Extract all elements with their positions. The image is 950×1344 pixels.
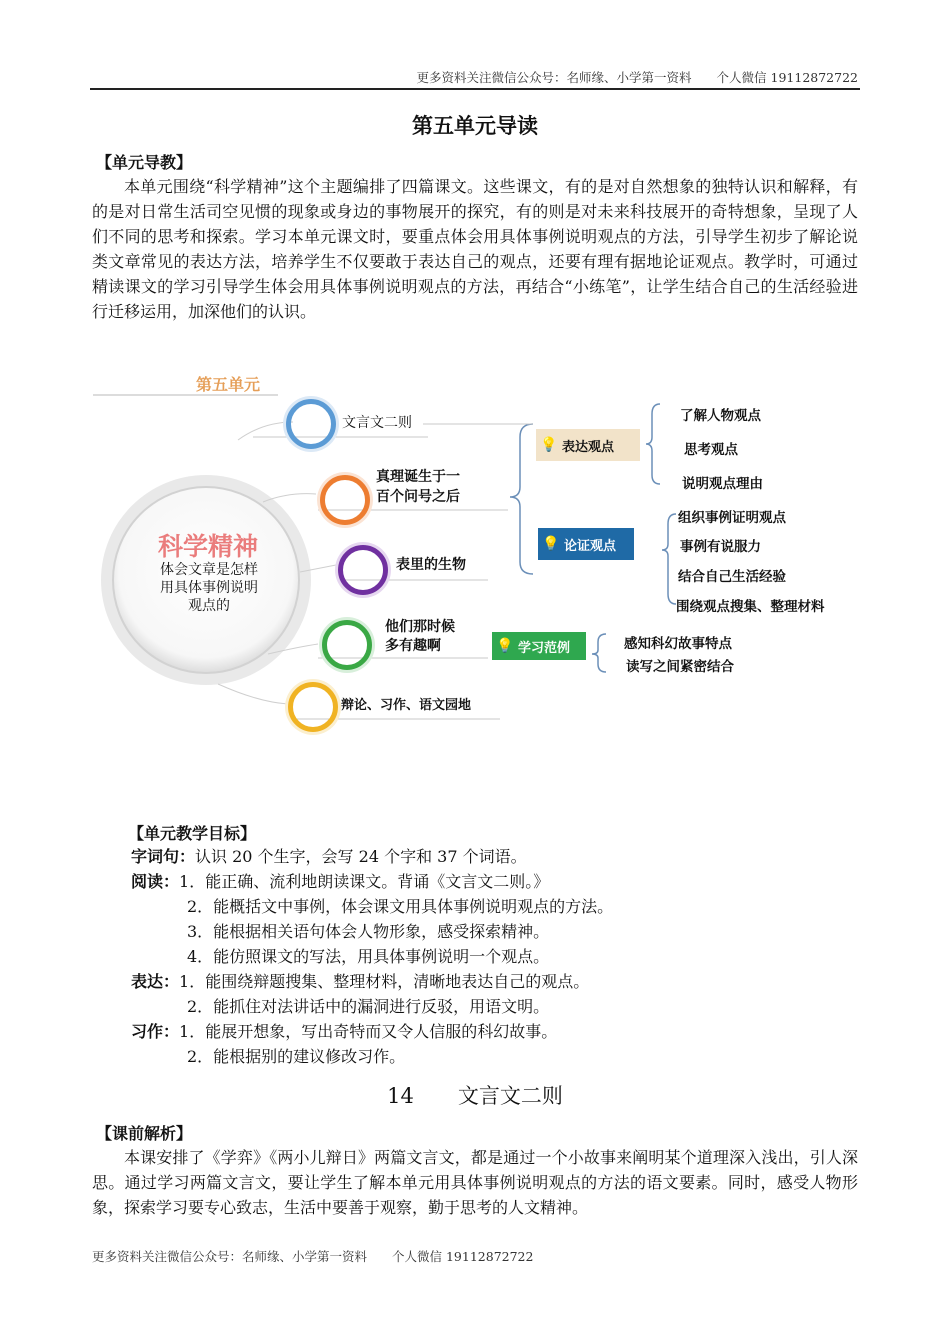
goal-text: 1．能围绕辩题搜集、整理材料，清晰地表达自己的观点。 <box>179 972 590 991</box>
argue-item-1: 组织事例证明观点 <box>678 510 786 526</box>
tag-argue <box>538 528 634 560</box>
goal-label: 表达： <box>131 972 180 991</box>
lesson-label-4b: 多有趣啊 <box>385 638 441 654</box>
goal-row-5: 4．能仿照课文的写法，用具体事例说明一个观点。 <box>187 947 550 966</box>
lesson-label-3: 表里的生物 <box>396 557 466 573</box>
goal-row-4: 3．能根据相关语句体会人物形象，感受探索精神。 <box>187 922 550 941</box>
unit-label: 第五单元 <box>196 375 261 394</box>
tag-argue-label: 论证观点 <box>564 538 617 554</box>
page-title: 第五单元导读 <box>412 114 538 138</box>
center-sub-1: 体会文章是怎样 <box>160 562 258 578</box>
goal-row-6 <box>131 970 589 995</box>
intro-heading: 【单元导教】 <box>96 153 193 172</box>
lesson-label-1: 文言文二则 <box>342 415 412 431</box>
unit-mindmap <box>88 362 868 752</box>
lightbulb-icon: 💡 <box>542 536 560 552</box>
argue-item-4: 围绕观点搜集、整理材料 <box>676 599 825 615</box>
intro-paragraph: 本单元围绕“科学精神”这个主题编排了四篇课文。这些课文，有的是对自然想象的独特认识和解释，有的是对日常生活司空见惯的现象或身边的事物展开的探究，有的则是对未来科技展开的奇特想象，呈现了人们不同的思考和探索。学习本单元课文时，要重点体会用具体事例说明观点的方法，引导学生初步了解论说类文章常见的表达方法，培养学生不仅要敢于表达自己的观点，还要有理有据地论证观点。教学时，可通过精读课文的学习引导学生体会用具体事例说明观点的方法，再结合“小练笔”，让学生结合自己的生活经验进行迁移运用，加深他们的认识。 <box>92 177 858 321</box>
page-header: 更多资料关注微信公众号：名师缘、小学第一资料 个人微信 19112872722 <box>416 70 858 85</box>
goal-text: 1．能展开想象，写出奇特而又令人信服的科幻故事。 <box>179 1022 558 1041</box>
tag-example <box>492 632 586 660</box>
lesson-name: 文言文二则 <box>457 1084 563 1108</box>
goal-row-9: 2．能根据别的建议修改习作。 <box>187 1047 406 1066</box>
lesson-label-4a: 他们那时候 <box>385 619 455 635</box>
center-title: 科学精神 <box>158 532 259 561</box>
center-sub-2: 用具体事例说明 <box>160 580 258 596</box>
goals-heading: 【单元教学目标】 <box>128 824 257 843</box>
lesson-number: 14 <box>387 1084 414 1108</box>
argue-item-2: 事例有说服力 <box>680 539 761 555</box>
example-item-2: 读写之间紧密结合 <box>626 659 734 675</box>
lesson-ring-4 <box>322 620 372 670</box>
goal-label: 习作： <box>131 1022 180 1041</box>
express-item-1: 了解人物观点 <box>680 408 761 424</box>
express-item-2: 思考观点 <box>684 442 738 458</box>
lightbulb-icon: 💡 <box>496 638 514 654</box>
example-item-1: 感知科幻故事特点 <box>624 636 732 652</box>
lesson-ring-1 <box>286 399 336 449</box>
argue-item-3: 结合自己生活经验 <box>678 569 786 585</box>
lesson-label-2a: 真理诞生于一 <box>376 469 460 485</box>
analysis-heading: 【课前解析】 <box>96 1124 193 1143</box>
tag-express <box>536 429 640 461</box>
goal-row-1 <box>131 845 527 870</box>
header-rule <box>90 88 860 90</box>
tag-express-label: 表达观点 <box>562 439 615 455</box>
lesson-ring-5 <box>288 682 338 732</box>
lesson-ring-3 <box>338 545 388 595</box>
page-footer: 更多资料关注微信公众号：名师缘、小学第一资料 个人微信 19112872722 <box>92 1249 534 1264</box>
tag-example-label: 学习范例 <box>518 640 571 656</box>
goal-row-7: 2．能抓住对法讲话中的漏洞进行反驳，用语文明。 <box>187 997 550 1016</box>
lesson-title <box>0 1080 950 1110</box>
goal-row-2 <box>131 870 549 895</box>
express-item-3: 说明观点理由 <box>682 476 763 492</box>
lesson-label-5: 辩论、习作、语文园地 <box>341 698 472 713</box>
goal-label: 字词句： <box>131 847 196 866</box>
lesson-ring-2 <box>320 475 370 525</box>
goal-text: 1．能正确、流利地朗读课文。背诵《文言文二则。》 <box>179 872 550 891</box>
goal-row-8 <box>131 1020 557 1045</box>
goal-label: 阅读： <box>131 872 180 891</box>
analysis-paragraph: 本课安排了《学弈》《两小儿辩日》两篇文言文，都是通过一个小故事来阐明某个道理深入浅出，引人深思。通过学习两篇文言文，要让学生了解本单元用具体事例说明观点的方法的语文要素。同时，感受人物形象，探索学习要专心致志，生活中要善于观察，勤于思考的人文精神。 <box>92 1148 858 1217</box>
goal-row-3: 2．能概括文中事例，体会课文用具体事例说明观点的方法。 <box>187 897 614 916</box>
center-sub-3: 观点的 <box>188 598 230 614</box>
lightbulb-icon: 💡 <box>540 437 558 453</box>
lesson-label-2b: 百个问号之后 <box>376 489 460 505</box>
goal-text: 认识 20 个生字，会写 24 个字和 37 个词语。 <box>195 847 527 866</box>
